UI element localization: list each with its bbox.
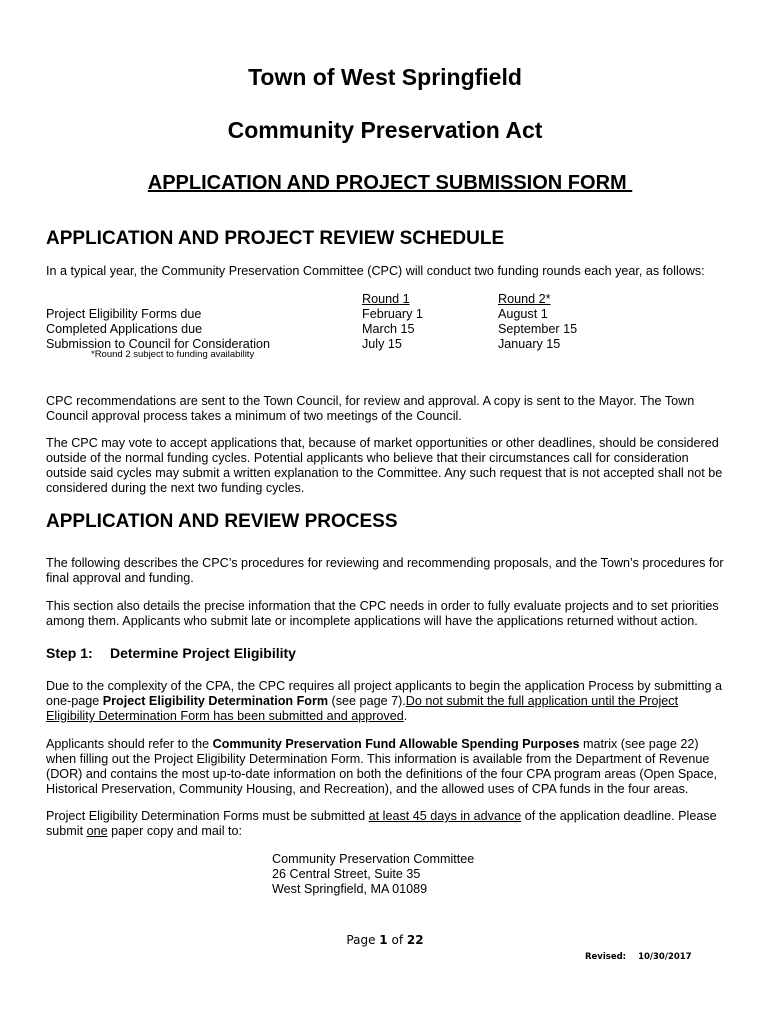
round2-date-council: January 15 bbox=[498, 337, 561, 351]
step1-p2-rest: matrix (see page 22) when filling out the Project Eligibility Determination Form. This information is available from the Department of Revenue (DOR) and contains the most up-to-date information on both the definitions of the four CPA program areas (Open Space, Historical Preservation, Community Housing, and Recreation), and the allowed uses of CPA funds in the four areas. bbox=[46, 737, 718, 796]
page-number bbox=[0, 933, 770, 947]
schedule-label-applications: Completed Applications due bbox=[46, 322, 203, 336]
round2-column bbox=[498, 292, 577, 352]
eligibility-form-name: Project Eligibility Determination Form bbox=[102, 694, 329, 708]
step1-p2-text: Applicants should refer to the bbox=[46, 737, 213, 751]
process-heading: APPLICATION AND REVIEW PROCESS bbox=[46, 511, 398, 532]
round1-column bbox=[362, 292, 423, 352]
revised-date-stamp bbox=[585, 952, 692, 962]
address-line-3: West Springfield, MA 01089 bbox=[272, 882, 428, 896]
round2-footnote: *Round 2 subject to funding availability bbox=[91, 349, 255, 360]
schedule-label-eligibility: Project Eligibility Forms due bbox=[46, 307, 202, 321]
step1-p3-end: paper copy and mail to: bbox=[107, 824, 243, 838]
round2-header: Round 2* bbox=[498, 292, 551, 306]
step1-paragraph-2 bbox=[46, 737, 730, 797]
page-current: 1 bbox=[379, 933, 388, 947]
cpc-recommendations-paragraph: CPC recommendations are sent to the Town Council, for review and approval. A copy is sent to the Mayor. The Town Council approval process takes a minimum of two meetings of the Council. bbox=[46, 394, 695, 423]
round1-date-eligibility: February 1 bbox=[362, 307, 423, 321]
step1-heading bbox=[46, 645, 296, 661]
step1-p3-mid: of the application deadline. Please submit bbox=[46, 809, 717, 838]
step1-p1-page-ref: (see page 7). bbox=[328, 694, 406, 708]
round2-date-applications: September 15 bbox=[498, 322, 578, 336]
step1-p1-text: Due to the complexity of the CPA, the CPC requires all project applicants to begin the application Process by submitting a one-page bbox=[46, 679, 722, 708]
process-paragraph-1: The following describes the CPC’s procedures for reviewing and recommending proposals, and the Town’s procedures for final approval and funding. bbox=[46, 556, 724, 585]
round1-date-applications: March 15 bbox=[362, 322, 415, 336]
page-total: 22 bbox=[406, 933, 424, 947]
revised-date: 10/30/2017 bbox=[638, 952, 692, 962]
town-title: Town of West Springfield bbox=[248, 64, 522, 90]
round1-header: Round 1 bbox=[362, 292, 410, 306]
spending-purposes-matrix-name: Community Preservation Fund Allowable Spending Purposes bbox=[212, 737, 580, 751]
schedule-intro: In a typical year, the Community Preservation Committee (CPC) will conduct two funding rounds each year, as follows: bbox=[46, 264, 705, 278]
form-title-text: APPLICATION AND PROJECT SUBMISSION FORM bbox=[147, 172, 633, 194]
off-cycle-paragraph: The CPC may vote to accept applications that, because of market opportunities or other deadlines, should be considered outside of the normal funding cycles. Potential applicants who believe that their circumstances call for consideration outside said cycles may submit a written explanation to the Committee. Any such request that is not accepted shall not be considered during the next two funding cycles. bbox=[46, 436, 723, 495]
process-paragraph-2: This section also details the precise information that the CPC needs in order to fully evaluate projects and to set priorities among them. Applicants who submit late or incomplete applications will have the applications returned without action. bbox=[46, 599, 719, 628]
step1-title: Determine Project Eligibility bbox=[110, 645, 296, 661]
schedule-label-council: Submission to Council for Consideration bbox=[46, 337, 271, 351]
of-word: of bbox=[391, 933, 404, 947]
step1-paragraph-3 bbox=[46, 809, 730, 839]
schedule-heading: APPLICATION AND PROJECT REVIEW SCHEDULE bbox=[46, 228, 505, 249]
one-copy-emphasis: one bbox=[86, 824, 108, 838]
address-line-1: Community Preservation Committee bbox=[272, 852, 475, 866]
round2-date-eligibility: August 1 bbox=[498, 307, 548, 321]
form-title bbox=[0, 172, 770, 195]
step1-number: Step 1: bbox=[46, 645, 93, 661]
step1-p1-period: . bbox=[403, 709, 408, 723]
do-not-submit-warning: Do not submit the full application until the Project Eligibility Determination Form has been submitted and approved bbox=[46, 694, 679, 723]
step1-paragraph-1 bbox=[46, 679, 730, 724]
act-title: Community Preservation Act bbox=[227, 117, 543, 143]
address-line-2: 26 Central Street, Suite 35 bbox=[272, 867, 421, 881]
round1-date-council: July 15 bbox=[362, 337, 402, 351]
deadline-advance-notice: at least 45 days in advance bbox=[368, 809, 522, 823]
page-word: Page bbox=[346, 933, 376, 947]
step1-p3-text: Project Eligibility Determination Forms must be submitted bbox=[46, 809, 369, 823]
revised-label: Revised: bbox=[585, 952, 627, 962]
mailing-address bbox=[272, 852, 474, 897]
